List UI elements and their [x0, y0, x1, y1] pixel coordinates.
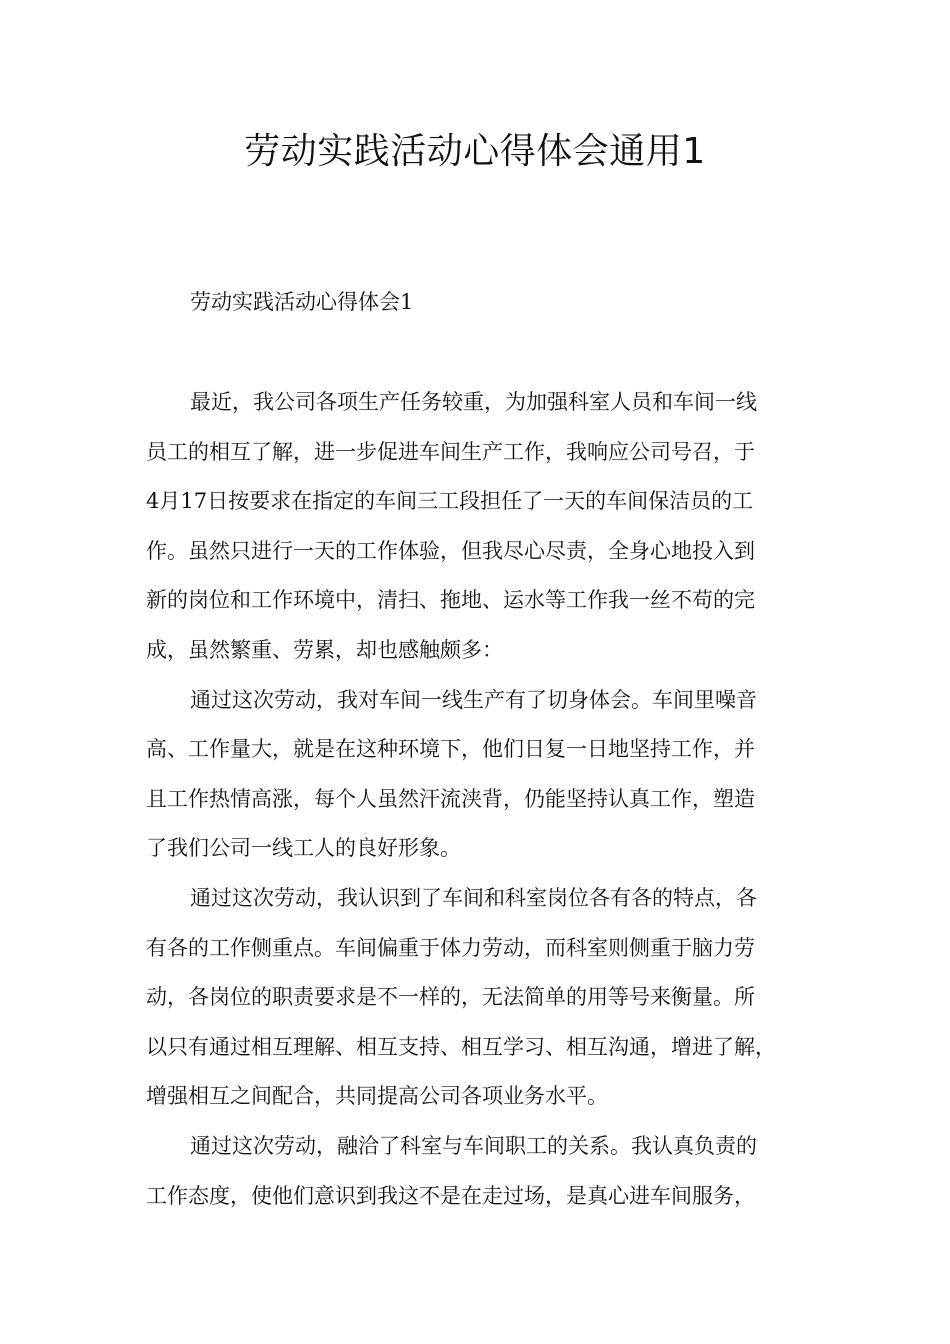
paragraph-line: 通过这次劳动，我认识到了车间和科室岗位各有各的特点，各 — [190, 885, 757, 910]
paragraph-line: 员工的相互了解，进一步促进车间生产工作，我响应公司号召，于 — [146, 439, 755, 464]
document-subtitle: 劳动实践活动心得体会1 — [190, 290, 414, 314]
paragraph-line: 工作态度，使他们意识到我这不是在走过场，是真心进车间服务， — [146, 1183, 755, 1208]
document-body — [146, 382, 826, 1225]
paragraph-line: 4月17日按要求在指定的车间三工段担任了一天的车间保洁员的工 — [146, 489, 754, 514]
paragraph-line: 动，各岗位的职责要求是不一样的，无法简单的用等号来衡量。所 — [146, 985, 755, 1010]
paragraph-line: 了我们公司一线工人的良好形象。 — [146, 836, 461, 861]
paragraph-line: 作。虽然只进行一天的工作体验，但我尽心尽责，全身心地投入到 — [146, 538, 755, 563]
document-title: 劳动实践活动心得体会通用1 — [244, 131, 706, 172]
paragraph-line: 最近，我公司各项生产任务较重，为加强科室人员和车间一线 — [190, 390, 757, 414]
paragraph-line: 新的岗位和工作环境中，清扫、拖地、运水等工作我一丝不苟的完 — [146, 588, 755, 613]
paragraph-line: 高、工作量大，就是在这种环境下，他们日复一日地坚持工作，并 — [146, 737, 755, 762]
paragraph-line: 且工作热情高涨，每个人虽然汗流浃背，仍能坚持认真工作，塑造 — [146, 786, 755, 811]
paragraph-line: 增强相互之间配合，共同提高公司各项业务水平。 — [146, 1084, 608, 1109]
paragraph-line: 通过这次劳动，融洽了科室与车间职工的关系。我认真负责的 — [190, 1133, 757, 1158]
paragraph-line: 以只有通过相互理解、相互支持、相互学习、相互沟通，增进了解， — [146, 1034, 776, 1059]
paragraph-line: 通过这次劳动，我对车间一线生产有了切身体会。车间里噪音 — [190, 687, 757, 712]
paragraph-line: 成，虽然繁重、劳累，却也感触颇多： — [146, 637, 503, 662]
paragraph-line: 有各的工作侧重点。车间偏重于体力劳动，而科室则侧重于脑力劳 — [146, 935, 755, 960]
